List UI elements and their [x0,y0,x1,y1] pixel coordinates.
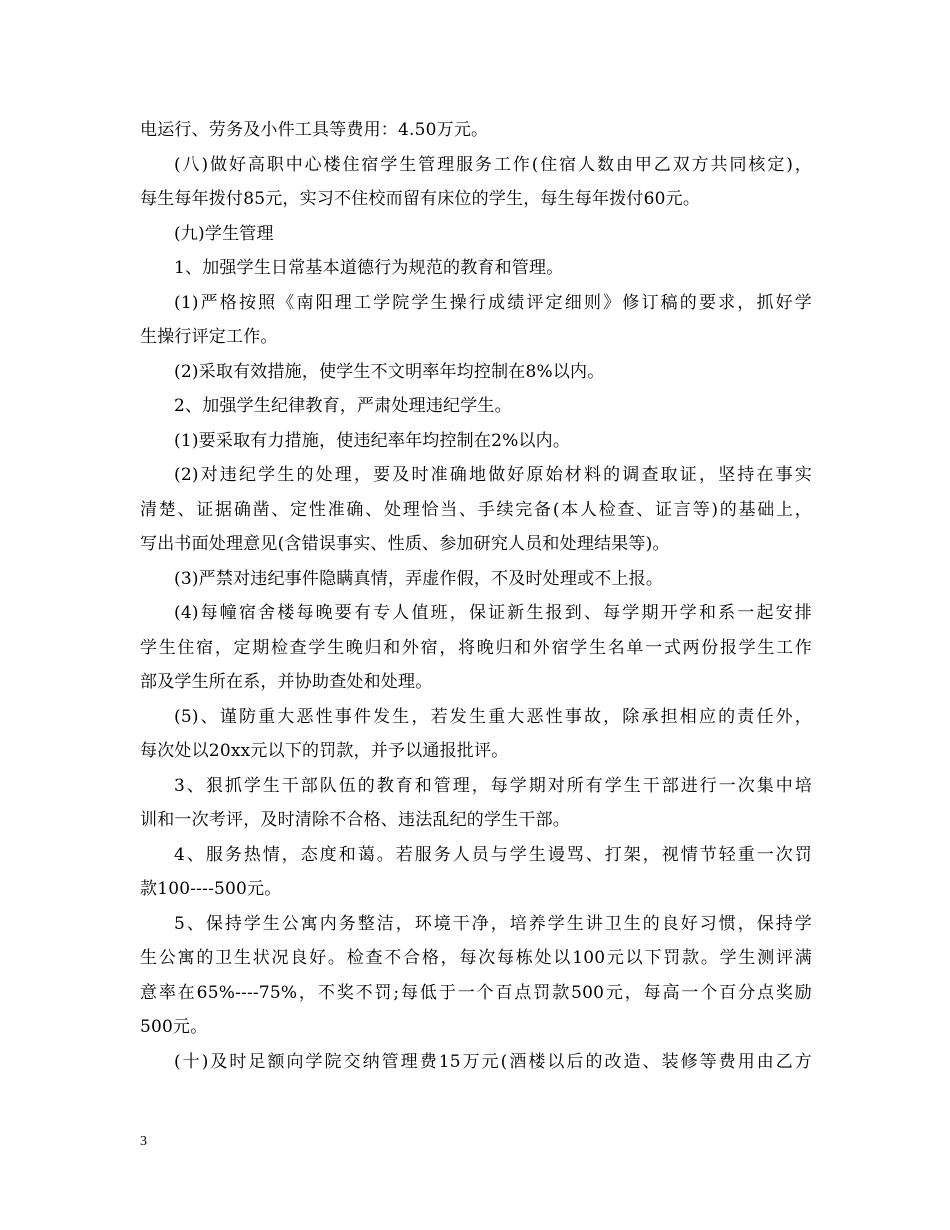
text-line: 500元。 [140,1017,208,1037]
text-line: 生操行评定工作。 [140,327,278,347]
text-line: (十)及时足额向学院交纳管理费15万元(酒楼以后的改造、装修等费用由乙方 [174,1051,812,1072]
section-heading: (九)学生管理 [174,223,274,244]
text-line: 生公寓的卫生状况良好。检查不合格，每次每栋处以100元以下罚款。学生测评满 [140,948,812,968]
text-line: (1)要采取有力措施，使违纪率年均控制在2%以内。 [174,430,571,451]
document-body [140,113,812,1079]
text-line: 学生住宿，定期检查学生晚归和外宿，将晚归和外宿学生名单一式两份报学生工作 [140,637,812,658]
text-line: 电运行、劳务及小件工具等费用：4.50万元。 [140,120,489,140]
text-line: 写出书面处理意见(含错误事实、性质、参加研究人员和处理结果等)。 [140,534,670,554]
text-line: 每次处以20xx元以下的罚款，并予以通报批评。 [140,741,509,761]
text-line: (2)采取有效措施，使学生不文明率年均控制在8%以内。 [174,361,605,382]
text-line: 3、狠抓学生干部队伍的教育和管理，每学期对所有学生干部进行一次集中培 [174,775,812,796]
text-line: 款100----500元。 [140,879,282,899]
text-line: 4、服务热情，态度和蔼。若服务人员与学生谩骂、打架，视情节轻重一次罚 [174,844,812,865]
text-line: (3)严禁对违纪事件隐瞒真情，弄虚作假，不及时处理或不上报。 [174,568,664,589]
text-line: (2)对违纪学生的处理，要及时准确地做好原始材料的调查取证，坚持在事实 [174,465,812,485]
text-line: 2、加强学生纪律教育，严肃处理违纪学生。 [174,396,512,416]
text-line: 每生每年拨付85元，实习不住校而留有床位的学生，每生每年拨付60元。 [140,189,701,209]
text-line: (5)、谨防重大恶性事件发生，若发生重大恶性事故，除承担相应的责任外， [174,706,812,727]
text-line: 训和一次考评，及时清除不合格、违法乱纪的学生干部。 [140,810,570,830]
text-line: 意率在65%----75%，不奖不罚;每低于一个百点罚款500元，每高一个百分点奖励 [140,982,812,1003]
text-line: 1、加强学生日常基本道德行为规范的教育和管理。 [174,258,564,278]
text-line: 5、保持学生公寓内务整洁，环境干净，培养学生讲卫生的良好习惯，保持学 [174,913,812,934]
text-line: 部及学生所在系，并协助查处和处理。 [140,672,433,692]
text-line: (4)每幢宿舍楼每晚要有专人值班，保证新生报到、每学期开学和系一起安排 [174,603,812,623]
text-line: 清楚、证据确凿、定性准确、处理恰当、手续完备(本人检查、证言等)的基础上， [140,499,812,520]
text-line: (1)严格按照《南阳理工学院学生操行成绩评定细则》修订稿的要求，抓好学 [174,292,812,313]
page-number: 3 [140,1134,147,1149]
text-line: (八)做好高职中心楼住宿学生管理服务工作(住宿人数由甲乙双方共同核定)， [174,154,812,175]
